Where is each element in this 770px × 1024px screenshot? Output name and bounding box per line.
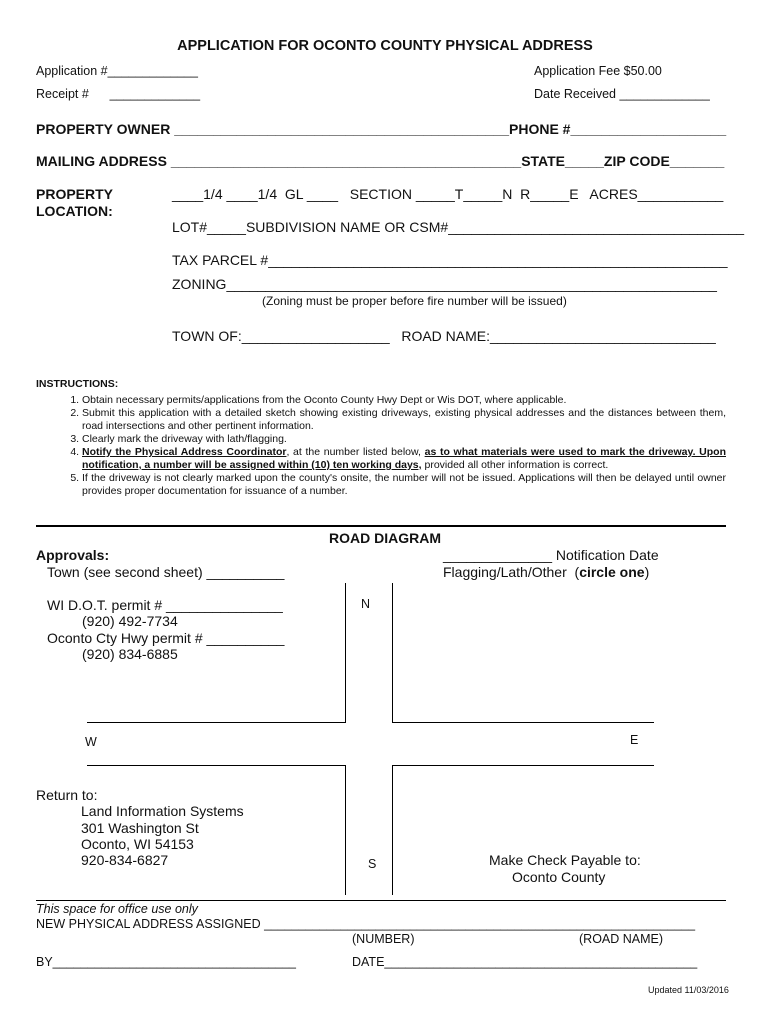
instruction-item (82, 446, 726, 472)
road-line (87, 765, 346, 766)
instructions-heading: INSTRUCTIONS: (36, 378, 119, 390)
dot-phone: (920) 492-7734 (82, 613, 178, 629)
west-label: W (85, 735, 97, 749)
town-approval-field[interactable]: Town (see second sheet) __________ (47, 564, 285, 580)
flagging-choice[interactable] (443, 564, 649, 580)
payable-to: Oconto County (512, 869, 606, 885)
road-line (392, 765, 393, 895)
return-street: 301 Washington St (81, 820, 199, 836)
zoning-field[interactable]: ZONING_______________________________________________________________ (172, 276, 717, 292)
office-date-field[interactable]: DATE_____________________________________________ (352, 955, 698, 969)
road-line (345, 765, 346, 895)
application-fee: Application Fee $50.00 (534, 64, 662, 78)
instruction-item: 5. If the driveway is not clearly marked upon the county's onsite, the number will not be issued. Applications will then be delayed until owner provides proper documentation for issuance of a number. (82, 472, 726, 498)
instruction-item: 2. Submit this application with a detailed sketch showing existing driveways, existing physical addresses and the distances between them, road intersections and other pertinent information. (82, 407, 726, 433)
circle-one-text: circle one (579, 564, 645, 580)
instruction-text: , at the number listed below, (286, 446, 425, 458)
application-number-field[interactable]: Application #_____________ (36, 64, 198, 78)
east-label: E (630, 733, 639, 747)
section-divider (36, 525, 726, 527)
flagging-text: ) (644, 564, 650, 580)
by-field[interactable]: BY___________________________________ (36, 955, 296, 969)
tax-parcel-field[interactable]: TAX PARCEL #___________________________________________________________ (172, 252, 728, 268)
property-location-label-2: LOCATION: (36, 203, 113, 219)
road-line (392, 722, 654, 723)
mailing-address-field[interactable]: MAILING ADDRESS _____________________________________________STATE_____ZIP CODE_______ (36, 153, 725, 169)
south-label: S (368, 857, 377, 871)
instruction-item: 3. Clearly mark the driveway with lath/flagging. (82, 433, 726, 446)
office-divider (36, 900, 726, 901)
zoning-note: (Zoning must be proper before fire number will be issued) (262, 294, 567, 308)
property-owner-field[interactable]: PROPERTY OWNER ___________________________________________PHONE #____________________ (36, 121, 727, 137)
materials-text: as to what materials were used to mark the driveway. Upon notification, a number will be assigned within (10) ten working days, (82, 446, 726, 471)
hwy-phone: (920) 834-6885 (82, 646, 178, 662)
lot-subdivision-field[interactable]: LOT#_____SUBDIVISION NAME OR CSM#______________________________________ (172, 219, 745, 235)
north-label: N (361, 597, 371, 611)
hwy-permit-field[interactable]: Oconto Cty Hwy permit # __________ (47, 630, 285, 646)
return-to-label: Return to: (36, 787, 98, 803)
return-phone: 920-834-6827 (81, 852, 169, 868)
road-name-caption: (ROAD NAME) (579, 932, 664, 946)
instructions (36, 378, 726, 498)
return-city: Oconto, WI 54153 (81, 836, 194, 852)
updated-date: Updated 11/03/2016 (648, 985, 729, 995)
approvals-label: Approvals: (36, 547, 110, 563)
road-line (345, 583, 346, 723)
office-use-note: This space for office use only (36, 902, 198, 916)
date-received-field[interactable]: Date Received _____________ (534, 87, 710, 101)
new-address-field[interactable]: NEW PHYSICAL ADDRESS ASSIGNED ______________________________________________________________ (36, 917, 696, 931)
road-diagram-heading: ROAD DIAGRAM (329, 530, 441, 546)
flagging-text: Flagging/Lath/Other ( (443, 564, 580, 580)
instruction-text: provided all other information is correct. (421, 459, 609, 471)
payable-label: Make Check Payable to: (489, 852, 641, 868)
number-caption: (NUMBER) (352, 932, 415, 946)
receipt-number-field[interactable]: Receipt # _____________ (36, 87, 201, 101)
notification-date-field[interactable]: ______________ Notification Date (443, 547, 659, 563)
form-title: APPLICATION FOR OCONTO COUNTY PHYSICAL ADDRESS (177, 38, 593, 54)
instruction-item: 1. Obtain necessary permits/applications from the Oconto County Hwy Dept or Wis DOT, where applicable. (82, 394, 726, 407)
town-road-field[interactable]: TOWN OF:___________________ ROAD NAME:_____________________________ (172, 328, 716, 344)
road-line (87, 722, 346, 723)
road-line (392, 765, 654, 766)
property-location-label-1: PROPERTY (36, 186, 114, 202)
coordinator-text: Notify the Physical Address Coordinator (82, 446, 287, 458)
quarter-section-field[interactable]: ____1/4 ____1/4 GL ____ SECTION _____T_____N R_____E ACRES___________ (172, 186, 724, 202)
return-name: Land Information Systems (81, 803, 244, 819)
dot-permit-field[interactable]: WI D.O.T. permit # _______________ (47, 597, 283, 613)
road-line (392, 583, 393, 723)
